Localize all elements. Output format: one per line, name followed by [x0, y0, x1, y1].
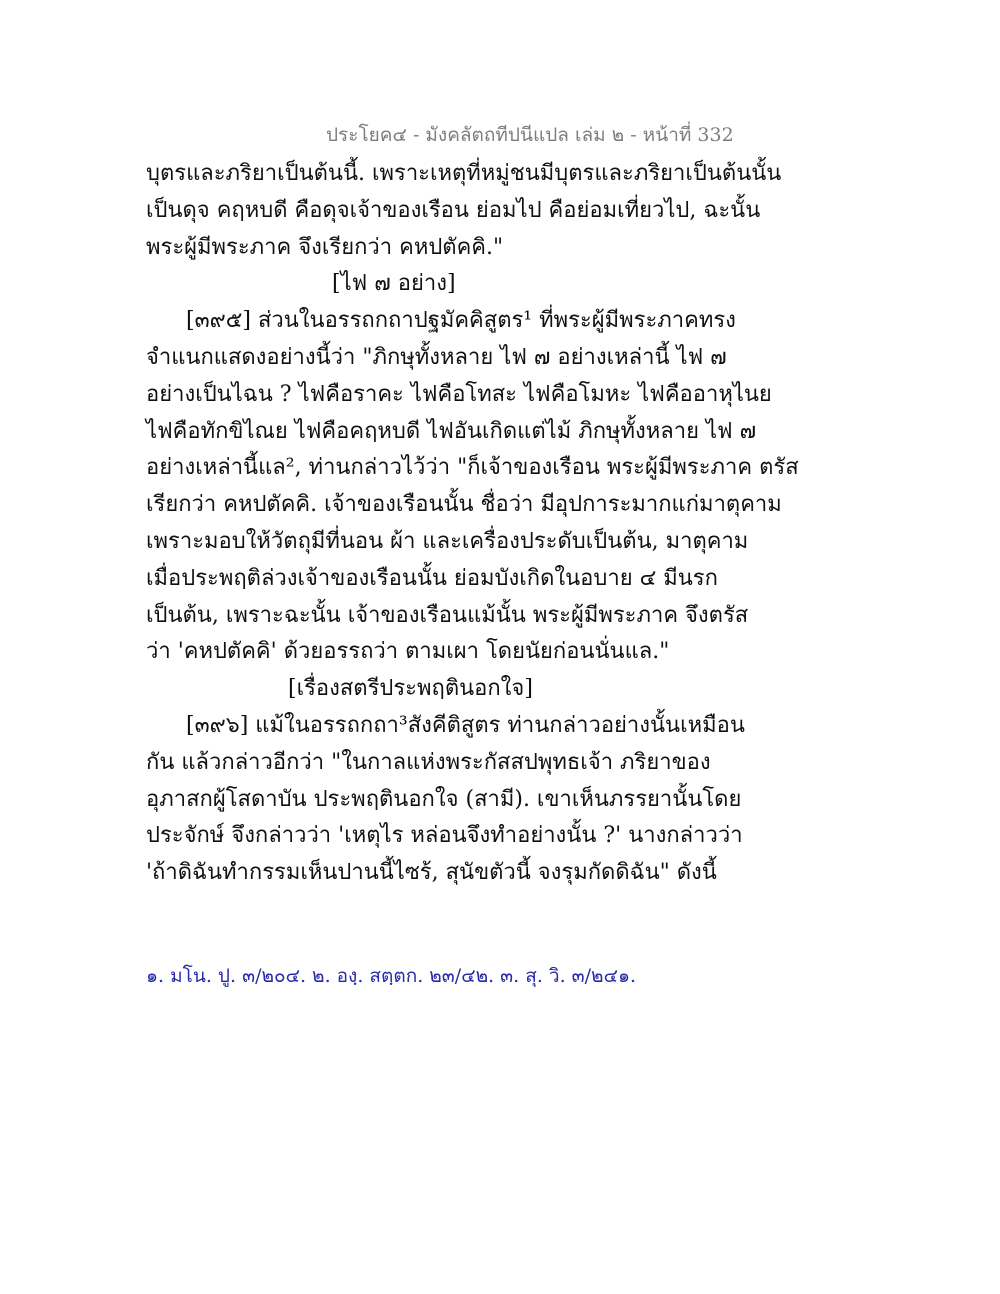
text-line: ว่า 'คหปตัคคิ' ด้วยอรรถว่า ตามเผา โดยนัยก่อนนั่นแล." — [146, 639, 670, 665]
paragraph-start: [๓๙๖] แม้ในอรรถกถา³สังคีติสูตร ท่านกล่าวอย่างนั้นเหมือน — [186, 712, 745, 738]
text-line: เพราะมอบให้วัตถุมีที่นอน ผ้า และเครื่องประดับเป็นต้น, มาตุคาม — [146, 528, 749, 554]
footnotes: ๑. มโน. ปู. ๓/๒๐๔. ๒. องฺ. สตฺตก. ๒๓/๔๒. ๓. สุ. วิ. ๓/๒๔๑. — [146, 965, 637, 987]
text-line: ไฟคือทักขิไณย ไฟคือคฤหบดี ไฟอันเกิดแต่ไม้ ภิกษุทั้งหลาย ไฟ ๗ — [146, 418, 757, 444]
text-line: เมื่อประพฤติล่วงเจ้าของเรือนนั้น ย่อมบังเกิดในอบาย ๔ มีนรก — [146, 565, 718, 591]
text-line: บุตรและภริยาเป็นต้นนี้. เพราะเหตุที่หมู่ชนมีบุตรและภริยาเป็นต้นนั้น — [146, 161, 782, 186]
section-heading: [เรื่องสตรีประพฤตินอกใจ] — [288, 676, 533, 702]
text-line: พระผู้มีพระภาค จึงเรียกว่า คหปตัคคิ." — [146, 234, 504, 260]
text-line: อุภาสกผู้โสดาบัน ประพฤตินอกใจ (สามี). เขาเห็นภรรยานั้นโดย — [146, 786, 742, 812]
text-line: จำแนกแสดงอย่างนี้ว่า "ภิกษุทั้งหลาย ไฟ ๗ อย่างเหล่านี้ ไฟ ๗ — [146, 344, 727, 370]
text-line: เป็นต้น, เพราะฉะนั้น เจ้าของเรือนแม้นั้น พระผู้มีพระภาค จึงตรัส — [146, 602, 749, 628]
text-line: อย่างเหล่านี้แล², ท่านกล่าวไว้ว่า "ก็เจ้าของเรือน พระผู้มีพระภาค ตรัส — [146, 455, 799, 481]
running-header: ประโยค๔ - มังคลัตถทีปนีแปล เล่ม ๒ - หน้าที่ 332 — [326, 124, 734, 146]
text-line: ประจักษ์ จึงกล่าวว่า 'เหตุไร หล่อนจึงทำอย่างนั้น ?' นางกล่าวว่า — [146, 823, 743, 849]
section-heading: [ไฟ ๗ อย่าง] — [332, 271, 456, 297]
text-line: กัน แล้วกล่าวอีกว่า "ในกาลแห่งพระกัสสปพุทธเจ้า ภริยาของ — [146, 749, 711, 775]
body-text — [146, 156, 799, 892]
text-line: อย่างเป็นไฉน ? ไฟคือราคะ ไฟคือโทสะ ไฟคือโมหะ ไฟคืออาหุไนย — [146, 381, 772, 407]
text-line: 'ถ้าดิฉันทำกรรมเห็นปานนี้ไซร้, สุนัขตัวนี้ จงรุมกัดดิฉัน" ดังนี้ — [146, 860, 717, 886]
text-line: เป็นดุจ คฤหบดี คือดุจเจ้าของเรือน ย่อมไป คือย่อมเที่ยวไป, ฉะนั้น — [146, 197, 761, 223]
text-line: เรียกว่า คหปตัคคิ. เจ้าของเรือนนั้น ชื่อว่า มีอุปการะมากแก่มาตุคาม — [146, 492, 782, 518]
paragraph-start: [๓๙๕] ส่วนในอรรถกถาปฐมัคคิสูตร¹ ที่พระผู้มีพระภาคทรง — [186, 308, 736, 334]
